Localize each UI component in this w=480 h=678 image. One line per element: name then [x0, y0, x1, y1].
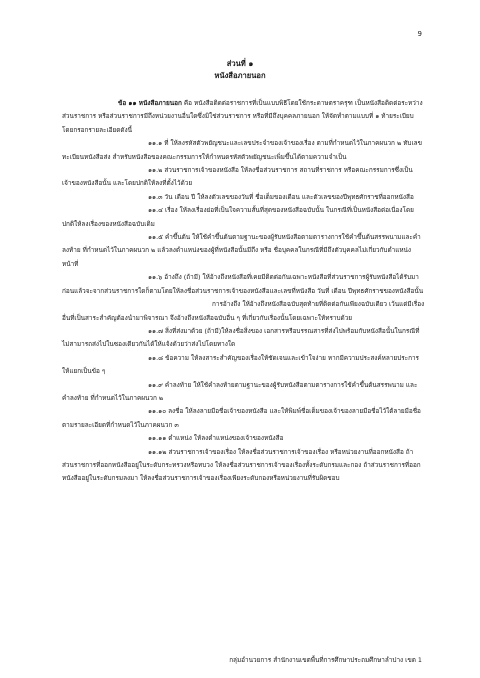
page-number: 9: [417, 30, 422, 38]
clause-item: ๑๑.๑๐ ลงชื่อ ให้ลงลายมือชื่อเจ้าของหนังสือ และให้พิมพ์ชื่อเต็มของเจ้าของลายมือชื่อไว้ใต้ลายมือชื่อ ตามรายละเอียดที่กำหนดไว้ในภาคผนวก ๓: [62, 407, 421, 429]
clause-11-text: คือ หนังสือติดต่อราชการที่เป็นแบบพิธีโดยใช้กระดาษตราครุฑ เป็นหนังสือติดต่อระหว่างส่วนราชการ หรือส่วนราชการมีถึงหน่วยงานอื่นใดซึ่งมิใช่ส่วนราชการ หรือที่มีถึงบุคคลภายนอก ให้จัดทำตามแบบที่ ๑ ท้ายระเบียบ โดยกรอกรายละเอียดดังนี้: [62, 99, 423, 134]
clause-item: ๑๑.๑ ที่ ให้ลงรหัสตัวพยัญชนะและเลขประจำของเจ้าของเรื่อง ตามที่กำหนดไว้ในภาคผนวก ๒ ทับเลขทะเบียนหนังสือส่ง สำหรับหนังสือของคณะกรรมการให้กำหนดรหัสตัวพยัญชนะเพิ่มขึ้นได้ตามความจำเป็น: [62, 139, 422, 161]
clause-item: ๑๑.๒ ส่วนราชการเจ้าของหนังสือ ให้ลงชื่อส่วนราชการ สถานที่ราชการ หรือคณะกรรมการซึ่งเป็นเจ้าของหนังสือนั้น และโดยปกติให้ลงที่ตั้งไว้ด้วย: [62, 166, 413, 188]
clause-item: ๑๑.๑๒ ส่วนราชการเจ้าของเรื่อง ให้ลงชื่อส่วนราชการเจ้าของเรื่อง หรือหน่วยงานที่ออกหนังสือ ถ้าส่วนราชการที่ออกหนังสืออยู่ในระดับกระทรวงหรือทบวง ให้ลงชื่อส่วนราชการเจ้าของเรื่องทั้งระดับกรมและกอง ถ้าส่วนราชการที่ออกหนังสืออยู่ในระดับกรมลงมา ให้ลงชื่อส่วนราชการเจ้าของเรื่องเพียงระดับกองหรือหน่วยงานที่รับผิดชอบ: [62, 447, 421, 483]
clause-11-paragraph: [62, 97, 425, 137]
clause-item: ๑๑.๕ คำขึ้นต้น ให้ใช้คำขึ้นต้นตามฐานะของผู้รับหนังสือตามตารางการใช้คำขึ้นต้นสรรพนามและคำลงท้าย ที่กำหนดไว้ในภาคผนวก ๒ แล้วลงตำแหน่งของผู้ที่หนังสือนั้นมีถึง หรือ ชื่อบุคคลในกรณีที่มีถึงตัวบุคคลไม่เกี่ยวกับตำแหน่งหน้าที่: [62, 233, 421, 268]
page-footer: กลุ่มอำนวยการ สำนักงานเขตพื้นที่การศึกษาประถมศึกษาลำปาง เขต 1: [229, 656, 422, 664]
clause-item: ๑๑.๗ สิ่งที่ส่งมาด้วย (ถ้ามี)ให้ลงชื่อสิ่งของ เอกสารหรือบรรณสารที่ส่งไปพร้อมกับหนังสือนั้นในกรณีที่ไม่สามารถส่งไปในซองเดียวกันได้ให้แจ้งด้วยว่าส่งไปโดยทางใด: [62, 326, 420, 349]
clause-item: ๑๑.๔ เรื่อง ให้ลงเรื่องย่อที่เป็นใจความสั้นที่สุดของหนังสือฉบับนั้น ในกรณีที่เป็นหนังสือต่อเนื่องโดยปกติให้ลงเรื่องของหนังสือฉบับเดิม: [62, 206, 414, 228]
clause-item: ๑๑.๑๑ ตำแหน่ง ให้ลงตำแหน่งของเจ้าของหนังสือ: [148, 434, 284, 443]
clause-item-continuation: การอ้างถึง ให้อ้างถึงหนังสือฉบับสุดท้ายที่ติดต่อกันเพียงฉบับเดียว เว้นแต่มีเรื่องอื่นที่เป็นสาระสำคัญต้องนำมาพิจารณา จึงอ้างถึงหนังสือฉบับอื่น ๆ ที่เกี่ยวกับเรื่องนั้นโดยเฉพาะให้ทราบด้วย: [62, 300, 425, 322]
section-header: [0, 58, 480, 82]
clause-item: ๑๑.๘ ข้อความ ให้ลงสาระสำคัญของเรื่องให้ชัดเจนและเข้าใจง่าย หากมีความประสงค์หลายประการให้แยกเป็นข้อ ๆ: [62, 353, 419, 376]
document-body: [62, 97, 425, 486]
part-title: ส่วนที่ ๑: [226, 59, 254, 68]
clause-11-heading: ข้อ ๑๑ หนังสือภายนอก: [118, 99, 182, 107]
clause-item: ๑๑.๖ อ้างถึง (ถ้ามี) ให้อ้างถึงหนังสือที่เคยมีติดต่อกันเฉพาะหนังสือที่ส่วนราชการผู้รับหนังสือได้รับมาก่อนแล้วจะจากส่วนราชการใดก็ตามโดยให้ลงชื่อส่วนราชการเจ้าของหนังสือและเลขที่หนังสือ วันที่ เดือน ปีพุทธศักราชของหนังสือนั้น: [62, 273, 424, 295]
clause-item: ๑๑.๓ วัน เดือน ปี ให้ลงตัวเลขของวันที่ ชื่อเต็มของเดือน และตัวเลขของปีพุทธศักราชที่ออกหนังสือ: [148, 192, 414, 201]
section-title: หนังสือภายนอก: [214, 71, 266, 80]
clause-item: ๑๑.๙ คำลงท้าย ให้ใช้คำลงท้ายตามฐานะของผู้รับหนังสือตามตารางการใช้คำขึ้นต้นสรรพนาม และคำลงท้าย ที่กำหนดไว้ในภาคผนวก ๒: [62, 380, 418, 402]
